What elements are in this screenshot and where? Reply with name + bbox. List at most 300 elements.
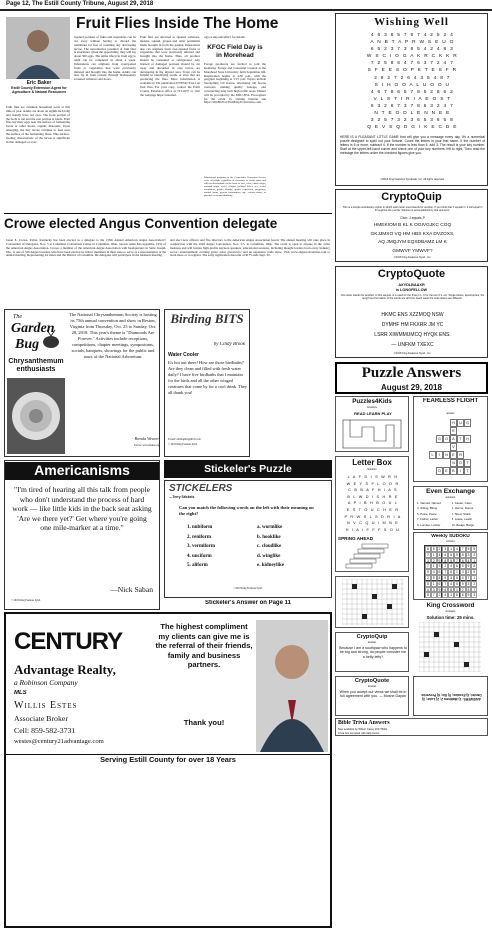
sudoku-cell: 5 (450, 558, 453, 563)
stickelers-logo: STICKELERS (169, 483, 233, 494)
cryptoquip-answer-text: Because I am a southpaw who happens to be big and strong, do people consider me a hefty lefty? (339, 646, 407, 659)
fearless-flight-cell: I (436, 451, 443, 459)
sudoku-cell: 3 (450, 575, 453, 580)
letter-box-title: Letter Box (352, 458, 392, 467)
sudoku-cell: 6 (426, 547, 429, 551)
fearless-flight-cell (457, 427, 464, 435)
even-exchange-item: 8. Lease, Leash (451, 517, 473, 522)
author-title: Estill County Extension Agent for Agriculture & Natural Resources (11, 86, 67, 95)
fruit-flies-col3: Fruit flies are attracted to ripened tomatoes, melons, squash, grapes and other perishable items brought in from the garden. Infestations also can originate from over-ripened fruits or vegetables that were previously infested and brought into the home. Thus, all produce should be consumed or refrigerated. Any bruised or damaged portions should be cut away and discarded in case larvae are developing in the injured area. Traps can be helpful in identifying rooms or sites that are producing the flies. More information is available in UK publication ENTFACT-621 on fruit flies. For your copy, contact the Estill County Extension office at 723-4557 or visit the webpage https://entomol- (140, 35, 200, 97)
fearless-flight-cell: T (464, 467, 471, 475)
fruit-flies-col4a: ogy.ca.uky.edu/ef621 for details. (204, 35, 246, 39)
letter-box-spring-ahead: SPRING AHEAD (338, 536, 374, 541)
sudoku-cell: 6 (438, 570, 441, 575)
stickelers-answer-note: Stickeler's Answer on Page 11 (205, 600, 291, 606)
fearless-flight-cell (422, 427, 429, 435)
fearless-flight-cell (471, 435, 478, 443)
sudoku-cell: 3 (473, 593, 476, 598)
even-exchange-subtitle: answers (445, 496, 456, 499)
letter-box-grid (339, 474, 407, 534)
wishing-well-row: 4 6 7 8 6 5 7 8 5 2 8 6 2 (370, 89, 455, 95)
sudoku-cell: 2 (438, 593, 441, 598)
fearless-flight-cell: E (450, 427, 457, 435)
fearless-flight-cell: N (443, 451, 450, 459)
sudoku-cell: 8 (450, 587, 453, 592)
chrysanthemum-photo (7, 378, 65, 454)
letter-box-row: C B B A F H I A S (348, 488, 398, 493)
even-exchange-item: 3. Sitting, Biting (417, 506, 438, 511)
wishing-well (335, 13, 488, 186)
sudoku-cell: 6 (438, 581, 441, 586)
cryptoquote-line: HKMC ENS XZZMOQ NSW (381, 312, 444, 318)
birding-bits (164, 309, 250, 457)
fearless-flight-cell: O (457, 459, 464, 467)
cryptoquip-answer (335, 632, 409, 672)
cryptoquip-line: HMEKIOM B KL K OGIVGJKC CGQ (373, 223, 452, 228)
letter-box-row: A P I B H B O U L (347, 501, 399, 506)
wishing-well-row: Q E V S Q D G I K E C D E (367, 125, 458, 131)
sudoku-cell: 6 (444, 552, 447, 557)
garden-bug-logo-bug: Bug (15, 337, 40, 352)
sudoku-cell: 1 (455, 587, 458, 592)
century21-ad (4, 612, 332, 928)
even-exchange-answers (413, 486, 488, 530)
wishing-well-title: Wishing Well (374, 16, 449, 28)
fearless-flight-cell: V (450, 443, 457, 451)
century21-logo: CENTURY (14, 628, 122, 655)
fearless-flight-cell: I (457, 467, 464, 475)
sudoku-cell: 8 (450, 570, 453, 575)
cryptoquote-line: DYMHF HM FKXRR JM YC (381, 322, 444, 328)
wishing-well-row: S F E E S O P K T E S F R (367, 68, 458, 74)
sudoku-cell: 5 (450, 552, 453, 557)
fearless-flight-cell: T (457, 435, 464, 443)
chrysanthemum-text: The National Chrysanthemum Society is hosting its 75th annual convention and show in Reston, Virginia from Thursday, Oct. 25 to Sunday, Oct. 28, 2018. This year's theme is "Diamonds Are Forever." Activities include receptions, competitions, chapter meetings, symposiums, socials, banquets, showings for the public and tours of the National Arboretum. (69, 312, 157, 359)
sudoku-cell: 3 (467, 581, 470, 586)
wishing-well-row: 6 5 2 3 7 3 8 5 4 2 4 8 3 (370, 47, 455, 53)
fearless-flight-subtitle: answer (446, 412, 455, 415)
sudoku-cell: 8 (455, 593, 458, 598)
wishing-well-answer-text: ANSWERS: 1) Matthew 2; 2) Luke; 3) Daniel; 4) Exodus; 5) Six; 6) Proverbs (421, 693, 482, 701)
fearless-flight-cell (471, 459, 478, 467)
fearless-flight-cell: G (464, 419, 471, 427)
fearless-flight-cell (471, 451, 478, 459)
fearless-flight-cell (429, 467, 436, 475)
sudoku-cell: 4 (450, 581, 453, 586)
agent-photo-image (256, 620, 328, 752)
even-exchange-item: 9. Lumber, Limber (417, 522, 441, 527)
fearless-flight-cell: L (429, 451, 436, 459)
puzzles4kids-answers (335, 396, 409, 452)
agent-email[interactable]: westes@century21advantage.com (14, 738, 104, 745)
fearless-flight-cell (422, 419, 429, 427)
crowe-article (4, 215, 332, 307)
sudoku-cell: 4 (432, 570, 435, 575)
fearless-flight-cell (443, 443, 450, 451)
cryptoquote-key1: AXYDLBAAXR (398, 283, 425, 287)
sudoku-cell: 9 (438, 558, 441, 563)
fruit-flies-col1: Fruit flies are common household pests at this time of year. Adults are about an eighth-inch long and usually have red eyes. The front portion of the body is tan and the rear portion is black. Fruit flies lay their eggs near the surface of fermenting foods or other moist, organic materials. Upon emerging, the tiny larvae continue to feed near the surface of the fermenting mass. This surface-feeding characteristic of the larvae is significant in that damaged or over- (6, 105, 70, 144)
fearless-flight-cell: D (436, 467, 443, 475)
sudoku-cell: 1 (432, 552, 435, 557)
stickelers-title: Stickeler's Puzzle (204, 463, 292, 475)
sudoku-cell: 9 (467, 593, 470, 598)
stickelers-question: Can you match the following words on the left with their meaning on the right? (179, 505, 314, 516)
sudoku-cell: 3 (432, 587, 435, 592)
fearless-flight-cell (422, 435, 429, 443)
sudoku-grid (424, 545, 477, 598)
crowe-col1: Jason E. Crowe, Irvine, Kentucky has been elected as a delegate to the 135th Annual American Angus Association® Convention of Delegates, Nov. 5 at Columbus Convention Center in Columbus, Ohio, reports Allen Moczygemba, CEO of the American Angus Association. Crowe, a member of the American Angus Association with headquarters in Saint Joseph, Mo., is one of 329 Angus breeders who have been elected by fellow members in their state to serve as a representative at the annual meeting. Representing 44 states and the District of Columbia, the delegates will participate in the business meeting (6, 238, 166, 258)
author-photo-image (6, 17, 70, 79)
stickelers-left-item: 2. reniform (187, 534, 212, 540)
sudoku-cell: 7 (473, 587, 476, 592)
sudoku-cell: 2 (432, 558, 435, 563)
sudoku-cell: 1 (473, 558, 476, 563)
sudoku-cell: 8 (438, 575, 441, 580)
fearless-flight-cell (429, 459, 436, 467)
cryptoquote-answer (335, 676, 409, 716)
flower-icon (7, 378, 65, 454)
kfgc-title: KFGC Field Day is in Morehead (207, 44, 263, 59)
stickelers-right-list (257, 523, 321, 579)
sudoku-subtitle: Answer (446, 540, 455, 543)
sudoku-cell: 2 (438, 547, 441, 551)
sudoku-cell: 7 (444, 581, 447, 586)
sudoku-cell: 5 (461, 564, 464, 569)
cryptoquip-answer-title: CryptoQuip (356, 634, 388, 640)
letter-box-answers (335, 456, 409, 572)
sudoku-cell: 3 (438, 564, 441, 569)
sudoku-cell: 4 (450, 564, 453, 569)
serving-banner: Serving Estill County for over 18 Years (6, 754, 330, 764)
wishing-well-row: A N B T A P R W S E U O (370, 40, 455, 46)
bible-trivia-line2: Trivia box compiled with daily bonus (338, 732, 380, 735)
fearless-flight-cell (471, 427, 478, 435)
stickelers-right-item: c. cloudlike (257, 544, 282, 550)
letter-box-row: N V C Q U I M N E (346, 521, 400, 526)
bible-trivia-answers (335, 718, 488, 736)
cryptoquote (335, 266, 488, 358)
fearless-flight-cell (464, 443, 471, 451)
cryptoquote-intro: One letter stands for another. In this sample, A is used for the three L's, X for the two O's, etc. Single letters, apostrophes, the length and formation of the words are all hints. Each week the code letters are different. (340, 294, 485, 301)
cryptoquip-line: AQ JMQJYM EQXDBAMZ LM K (378, 240, 447, 245)
fearless-flight-cell (443, 459, 450, 467)
word-ladder-icon (344, 543, 402, 569)
fearless-flight-cell (471, 443, 478, 451)
garden-bug-logo-garden: Garden (11, 321, 55, 336)
even-exchange-item: 2. Caster, Cater (451, 501, 472, 505)
cryptoquip-clue: Clue: J equals P (400, 216, 425, 220)
fearless-flight-grid (422, 419, 478, 475)
stickelers-right-item: d. winglike (257, 553, 281, 559)
even-exchange-item: 5. Pulse, Paste (417, 511, 437, 516)
cryptoquip (335, 189, 488, 262)
garden-bug (4, 309, 160, 457)
agent-cell[interactable]: Cell: 859-582-3731 (14, 726, 76, 735)
sudoku-cell: 6 (461, 593, 464, 598)
author-name: Eric Baker (26, 80, 52, 86)
stickelers-left-item: 5. aliform (187, 563, 208, 569)
fearless-flight-cell (422, 451, 429, 459)
cryptoquip-puzzle (340, 222, 485, 257)
garden-bug-byline: - Brenda Weaver (132, 436, 159, 441)
birding-bits-logo: Birding BITS (170, 312, 244, 326)
answers-column (335, 396, 488, 926)
king-crossword-solution-icon (419, 622, 481, 672)
sudoku-cell: 9 (461, 581, 464, 586)
cryptoquip-title: CryptoQuip (381, 191, 442, 203)
wishing-well-answer (413, 676, 488, 716)
sudoku-cell: 9 (473, 547, 476, 551)
page-header (0, 0, 492, 9)
puzzles4kids-subtitle: Answers (367, 406, 377, 409)
fearless-flight-cell (457, 443, 464, 451)
fearless-flight-cell (429, 427, 436, 435)
sudoku-cell: 1 (455, 570, 458, 575)
agent-name: Willis Estes (14, 700, 78, 711)
sudoku-cell: 7 (426, 564, 429, 569)
stickelers-left-list (187, 523, 247, 579)
cryptoquote-title: CryptoQuote (377, 268, 446, 280)
king-crossword-time: Solution time: 25 mins. (426, 615, 475, 620)
fearless-flight-cell (429, 443, 436, 451)
garden-bug-logo (7, 312, 63, 356)
bible-trivia-title: Bible Trivia Answers (338, 720, 390, 726)
even-exchange-title: Even Exchange (426, 488, 475, 495)
puzzle-answers-title: Puzzle Answers (361, 365, 462, 381)
cryptoquote-line: LSRR XIWMMUMCQ HYQK ENS. (374, 332, 451, 338)
extension-disclaimer: Educational programs of the Cooperative Extension Service serve all people regardless of economic or social status and will not discriminate on the basis of race, color, ethnic origin, national origin, creed, religion, political belief, sex, sexual orientation, gender identity, gender expression, pregnancy, marital status, genetic information, age, veteran status, or physical or mental disability. (204, 176, 266, 197)
fearless-flight-cell (464, 427, 471, 435)
fearless-flight-cell: H (464, 435, 471, 443)
sudoku-cell: 3 (461, 570, 464, 575)
sudoku-cell: 6 (461, 558, 464, 563)
sudoku-cell: 5 (467, 547, 470, 551)
fearless-flight-cell: G (436, 435, 443, 443)
sudoku-cell: 4 (467, 558, 470, 563)
letter-box-row: P R W S L S D R I A (344, 514, 402, 519)
sudoku-cell: 2 (473, 581, 476, 586)
wishing-well-instructions: HERE IS A PLEASANT LITTLE GAME that will give you a message every day. It's a numerical puzzle designed to spell out your fortune. Count the letters in your first name. If the number of letters is 6 or more, subtract 4. If the number is less than 6, add 3. The result is your key number. Start at the upper-left hand corner and check one of your key numbers, left to right. Then read the message the letters under the checked figures give you. (340, 135, 485, 155)
even-exchange-item: 7. Father, Lather (417, 517, 439, 522)
mls-logo: MLS (14, 690, 27, 696)
sudoku-cell: 7 (432, 593, 435, 598)
sudoku-cell: 7 (426, 552, 429, 557)
sudoku-cell: 3 (467, 552, 470, 557)
crowe-title: Crowe elected Angus Convention delegate (4, 216, 278, 231)
birding-bits-text: It's hot out there! How are those birdbaths? Are they clean and filled with fresh water daily? I have five birdbaths that I maintain for the birds and all the other winged creatures that come by for a cool drink. They all thank you! (168, 360, 248, 395)
king-crossword-subtitle: Answers (445, 610, 456, 613)
sudoku-cell: 1 (432, 564, 435, 569)
sudoku-cell: 4 (438, 552, 441, 557)
sudoku-cell: 4 (461, 575, 464, 580)
sudoku-cell: 4 (455, 547, 458, 551)
sudoku-cell: 2 (444, 564, 447, 569)
cryptoquote-answer-title: CryptoQuote (354, 678, 390, 684)
fearless-flight-cell: A (450, 435, 457, 443)
letter-box-subtitle: Solution (367, 468, 377, 471)
sudoku-cell: 1 (450, 547, 453, 551)
sudoku-cell: 5 (432, 575, 435, 580)
fearless-flight-cell (436, 459, 443, 467)
sudoku-cell: 8 (461, 552, 464, 557)
stickelers-puzzle (164, 480, 332, 598)
fearless-flight-title: FEARLESS FLIGHT (422, 398, 479, 404)
letter-box-row: H I A I F F F S O U (345, 527, 401, 532)
wishing-well-row: 7 2 5 8 6 4 7 6 3 7 2 4 7 (370, 61, 455, 67)
sudoku-cell: 2 (473, 552, 476, 557)
bible-trivia-line1: Now available by Wilson Casey 2017 Bible (338, 728, 388, 731)
fearless-flight-cell (422, 467, 429, 475)
birding-bits-email: E-mail: birdingbits@drtvh.com (168, 438, 201, 441)
letter-box-row: W E Y S F L O O R (346, 481, 400, 486)
americanisms-title: Americanisms (5, 462, 159, 480)
sudoku-cell: 4 (444, 593, 447, 598)
stickelers-left-item: 3. vermiform (187, 544, 216, 550)
fearless-flight-cell (464, 451, 471, 459)
sudoku-answers (413, 532, 488, 600)
fearless-flight-cell: E (450, 451, 457, 459)
agent-title: Associate Broker (14, 714, 68, 723)
letter-box-row: B L W D I S H R E (347, 494, 399, 499)
fearless-flight-cell: U (457, 419, 464, 427)
sudoku-cell: 9 (455, 552, 458, 557)
sudoku-cell: 5 (426, 593, 429, 598)
ad-tagline: The highest compliment my clients can give me is the referral of their friends, family and business partners. (155, 622, 253, 669)
robinson-company: a Robinson Company (14, 678, 78, 687)
garden-bug-source: Source: www.mums.org (133, 444, 159, 447)
sudoku-cell: 6 (455, 575, 458, 580)
kfgc-body: Forage producers are invited to join the Kentucky Forage and Grassland Council at the Morehead State University farm September 6th. Registration begins at 4:30 p.m., with the program beginning at 5:15 p.m. Topics include Stockpiling tall fescue, alleviating tall fescue toxicosis, making quality baleage, and constructing long term high traffic areas. Dinner will be provided by the MSU-FFA. Pre-register for the event by visiting internet site https://2018KFGCFieldDay.Event-brite.com. (204, 62, 266, 105)
fearless-flight-cell: O (443, 435, 450, 443)
fearless-flight-cell (443, 427, 450, 435)
crowe-col2: and elect new officers and five directors to the American Angus Association board. The annual meeting will take place in conjunction with the 2018 Angus Convention, Nov. 3-5, in Columbus, Ohio. The event is open to anyone in the cattle business and will feature high-profile keynote speakers, educational sessions, including thought leaders from every industry sector; entertainment; evening galas; prize giveaways; and an expansive trade show. Visit www.angusconvention.com to learn more or to register. The early registration discount of $175 ends Sept. 30. (170, 238, 330, 258)
fearless-flight-cell (471, 419, 478, 427)
puzzles4kids-title: Puzzles4Kids (352, 398, 392, 405)
cryptoquip-line: GMWVF YMWVF? (392, 248, 433, 254)
wishing-well-row: 3 2 5 7 3 2 3 6 5 3 6 5 8 (370, 118, 455, 124)
stickelers-left-item: 4. unciform (187, 553, 212, 559)
birding-bits-headline: Water Cooler (168, 352, 199, 358)
sudoku-cell: 5 (467, 587, 470, 592)
sudoku-cell: 7 (467, 575, 470, 580)
sudoku-cell: 8 (473, 564, 476, 569)
wishing-well-row: 4 6 3 8 5 7 5 7 4 2 5 2 4 (370, 33, 455, 38)
agent-photo (256, 620, 328, 752)
sudoku-cell: 3 (426, 558, 429, 563)
sudoku-cell: 3 (444, 547, 447, 551)
fearless-flight-cell: E (443, 467, 450, 475)
even-exchange-item: 4. Humor, Rumor (451, 506, 474, 511)
even-exchange-item: 1. Vanned, Named (417, 501, 441, 505)
even-exchange-list (417, 501, 486, 529)
fearless-flight-cell (436, 419, 443, 427)
even-exchange-item: 6. Shed, Shark (451, 511, 471, 516)
maze-icon (342, 419, 402, 449)
wishing-well-grid (340, 32, 485, 132)
cryptoquip-answer-subtitle: answer (367, 641, 377, 644)
header-divider (0, 9, 492, 11)
sudoku-cell: 9 (426, 570, 429, 575)
sudoku-cell: 2 (467, 570, 470, 575)
fearless-flight-cell (436, 443, 443, 451)
sudoku-cell: 1 (450, 593, 453, 598)
cryptoquip-copyright: ©2018 King Features Synd., Inc. (393, 256, 432, 259)
sudoku-cell: 2 (426, 575, 429, 580)
stickelers-left-item: 1. nubiform (187, 525, 213, 530)
fearless-flight-cell: H (450, 419, 457, 427)
fearless-flight-cell (436, 427, 443, 435)
wishing-well-copyright: ©2018 King Features Syndicate, Inc. All rights reserved. (380, 178, 445, 181)
wishing-well-row: W S C I O G A K R C K K R (366, 54, 459, 60)
sudoku-cell: 1 (473, 575, 476, 580)
birding-bits-author: by Cindy Brook (213, 342, 245, 347)
wishing-well-row: 6 3 2 6 7 3 7 8 6 3 2 4 7 (370, 103, 455, 109)
fearless-flight-cell (471, 467, 478, 475)
fearless-flight-cell: T (464, 459, 471, 467)
stickelers-right-item: a. wormlike (257, 525, 283, 530)
cryptoquip-line: GKJJMXO VQ HM HBS KXA DVZOXS, (370, 231, 455, 237)
cryptoquip-intro: This is a simple substitution cipher in which each letter used stands for another. If you think that X equals O, it will equal O throughout the puzzle. Solution is accomplished by trial and error. (342, 206, 483, 213)
wishing-well-row: 2 8 2 7 2 6 4 3 5 4 8 7 (374, 75, 451, 81)
king-crossword-title: King Crossword (426, 602, 475, 609)
cryptoquote-key2: is LONGFELLOW (395, 288, 428, 292)
author-photo (6, 17, 70, 79)
puzzle-answers-date: August 29, 2018 (381, 383, 442, 392)
fearless-flight-cell (429, 435, 436, 443)
fruit-flies-article (4, 12, 332, 212)
fruit-flies-col2: ripened portions of fruits and vegetables can be cut away without having to discard the remainder for fear of retaining any developing larvae. The reproductive potential of fruit flies is enormous; given the opportunity, they will lay about 500 eggs. The entire lifecycle from egg to adult can be completed in about a week. Infestations can originate from overripened fruits or vegetables that were previously infested and brought into the home. Adults can also fly in from outside through inadequately screened windows and doors. (74, 35, 136, 82)
wishing-well-row: V L S T I R I A E O S T (373, 96, 452, 102)
cryptoquote-copyright: ©2018 King Features Synd., Inc. (393, 352, 432, 355)
fearless-flight-cell: N (450, 459, 457, 467)
stickelers-header (164, 460, 332, 478)
wishing-well-row: N T E O D L E N N E E (374, 111, 451, 117)
sudoku-cell: 1 (432, 581, 435, 586)
fearless-flight-cell (429, 419, 436, 427)
americanisms (4, 460, 160, 610)
fearless-flight-cell (422, 459, 429, 467)
sudoku-cell: 5 (455, 581, 458, 586)
sudoku-cell: 4 (426, 587, 429, 592)
sudoku-cell: 2 (461, 587, 464, 592)
birding-bits-copyright: © 2018 King Features Synd. (168, 443, 198, 446)
sudoku-cell: 7 (444, 570, 447, 575)
letter-box-row: E S T O U C H E R (346, 507, 400, 512)
stickelers-copyright: ©2018 King Features Synd. (233, 587, 263, 590)
wishing-well-row: S I H O O A L U O O U (374, 82, 451, 88)
even-exchange-item: 10. Badge, Barge (451, 522, 474, 527)
fearless-flight-answers (413, 396, 488, 482)
stickelers-byline: —Terry Stickels (169, 495, 195, 499)
sudoku-cell: 8 (444, 558, 447, 563)
stickelers-right-item: b. hooklike (257, 534, 281, 540)
sudoku-cell: 8 (432, 547, 435, 551)
advantage-realty: Advantage Realty, (14, 662, 116, 677)
fearless-flight-cell (443, 419, 450, 427)
americanisms-quote: "I'm tired of hearing all this talk from people who don't understand the process of hard work — like little kids in the back seat asking 'Are we there yet?' Get where you're going one mile-marker at a time." (12, 485, 152, 533)
sudoku-cell: 6 (455, 564, 458, 569)
cryptoquote-answer-text: When you accept our views we shall be in full agreement with you. — Moshe Dayan (339, 690, 407, 699)
fearless-flight-cell (422, 443, 429, 451)
sudoku-cell: 9 (438, 587, 441, 592)
stickelers-right-item: e. kidneylike (257, 563, 284, 569)
sudoku-title: Weekly SUDOKU (431, 534, 470, 539)
sudoku-cell: 7 (455, 558, 458, 563)
americanisms-copyright: © 2018 King Features Synd. (11, 599, 41, 602)
sudoku-cell: 5 (473, 570, 476, 575)
puzzles4kids-words: READ LEARN PLAY (354, 411, 392, 416)
